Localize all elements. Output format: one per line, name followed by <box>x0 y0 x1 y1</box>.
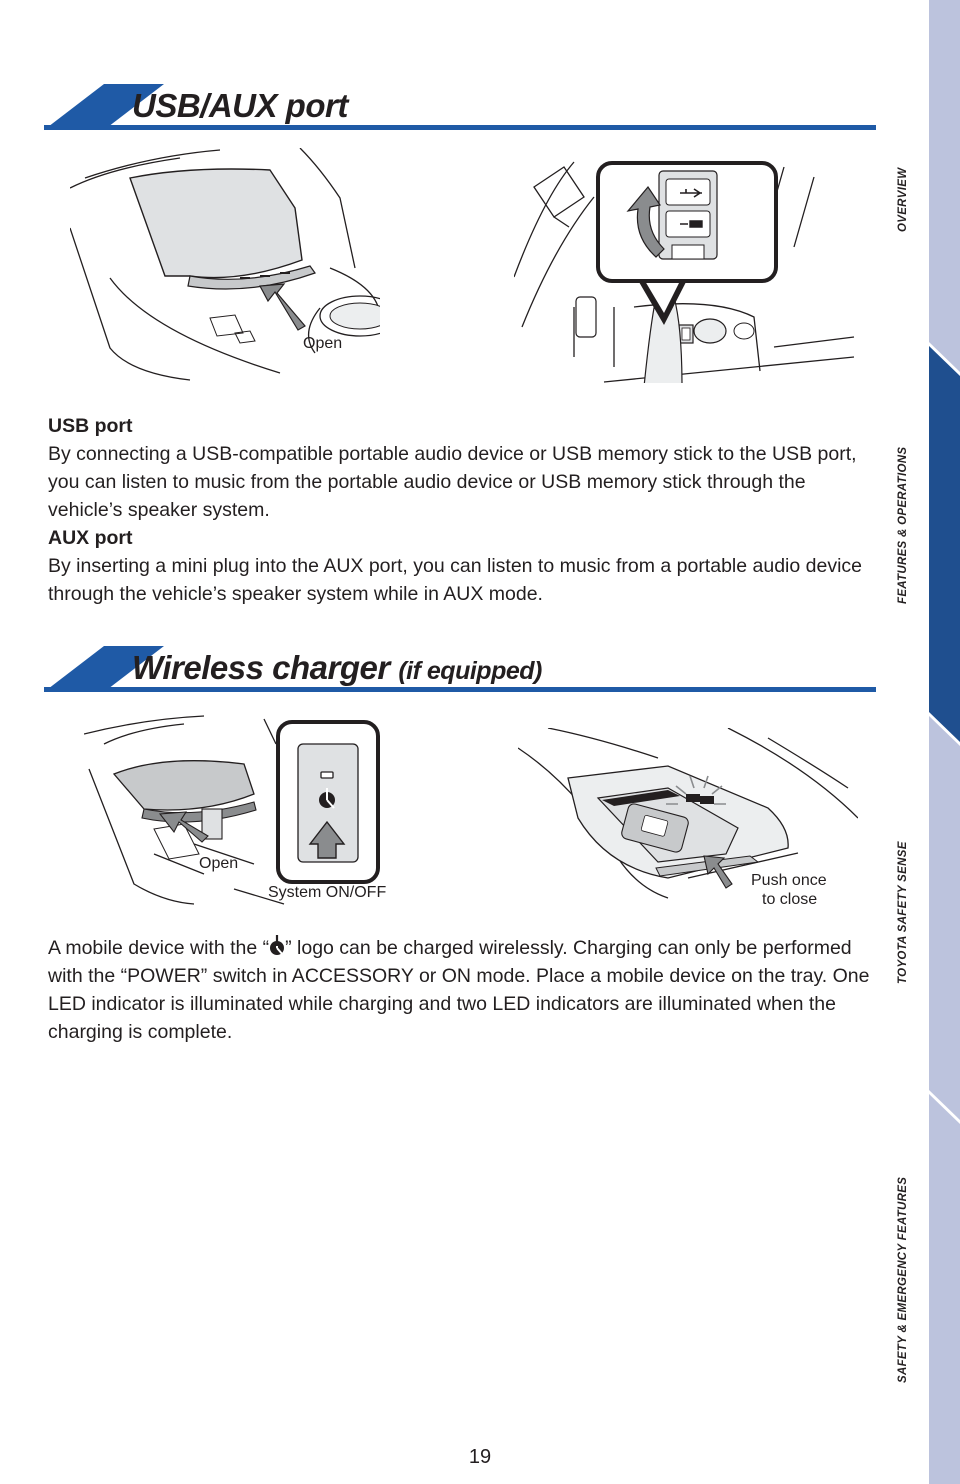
sidebar-tab-toyota-safety-sense[interactable] <box>929 716 960 1120</box>
sidebar-label-overview: OVERVIEW <box>897 167 909 233</box>
header-rule <box>44 687 876 692</box>
usb-port-body: By connecting a USB-compatible portable audio device or USB memory stick to the USB port, you can listen to music from the portable audio device or USB memory stick through the vehicle’s speaker system. <box>48 443 857 521</box>
wireless-section-header <box>44 646 876 692</box>
usb-aux-section-header <box>44 84 876 130</box>
wireless-description <box>48 934 874 1046</box>
wireless-body-after-logo: ” logo can be charged wirelessly. Charging can only be performed with the “POWER” switch in ACCESSORY or ON mode. Place a mobile device on the tray. One LED indicator is illuminated while charging and two LED indicators are illuminated when the charging is complete. <box>48 937 870 1043</box>
push-once-label-line1: Push once <box>751 872 827 889</box>
wireless-open-label: Open <box>199 855 239 872</box>
usb-aux-description <box>48 412 874 608</box>
sidebar-tab-features-operations[interactable] <box>929 346 960 742</box>
usb-open-label: Open <box>303 335 343 352</box>
sidebar-label-toyota-safety-sense: TOYOTA SAFETY SENSE <box>897 841 909 984</box>
wireless-body-before-logo: A mobile device with the “ <box>48 937 270 959</box>
wireless-console-illustration <box>84 714 387 906</box>
sidebar-tab-safety-emergency[interactable] <box>929 1094 960 1484</box>
qi-logo-icon <box>269 935 285 957</box>
page-number: 19 <box>468 1446 492 1468</box>
wireless-title-text: Wireless charger <box>132 649 390 686</box>
section-title-usb-aux: USB/AUX port <box>132 87 348 124</box>
chapter-sidebar <box>929 0 960 1484</box>
section-title-wireless <box>132 649 542 687</box>
sidebar-tab-overview[interactable] <box>929 0 960 372</box>
usb-port-heading: USB port <box>48 415 133 437</box>
wireless-body <box>48 934 874 1046</box>
push-once-label-line2: to close <box>762 891 818 908</box>
sidebar-label-features-operations: FEATURES & OPERATIONS <box>897 446 909 604</box>
header-rule <box>44 125 876 130</box>
system-on-off-label: System ON/OFF <box>268 884 387 901</box>
wireless-title-subtitle: (if equipped) <box>398 657 542 685</box>
aux-port-body: By inserting a mini plug into the AUX port, you can listen to music from a portable audio device through the vehicle’s speaker system while in AUX mode. <box>48 555 863 605</box>
sidebar-label-safety-emergency: SAFETY & EMERGENCY FEATURES <box>897 1176 909 1384</box>
aux-port-heading: AUX port <box>48 527 133 549</box>
usb-port-illustration <box>514 157 860 383</box>
